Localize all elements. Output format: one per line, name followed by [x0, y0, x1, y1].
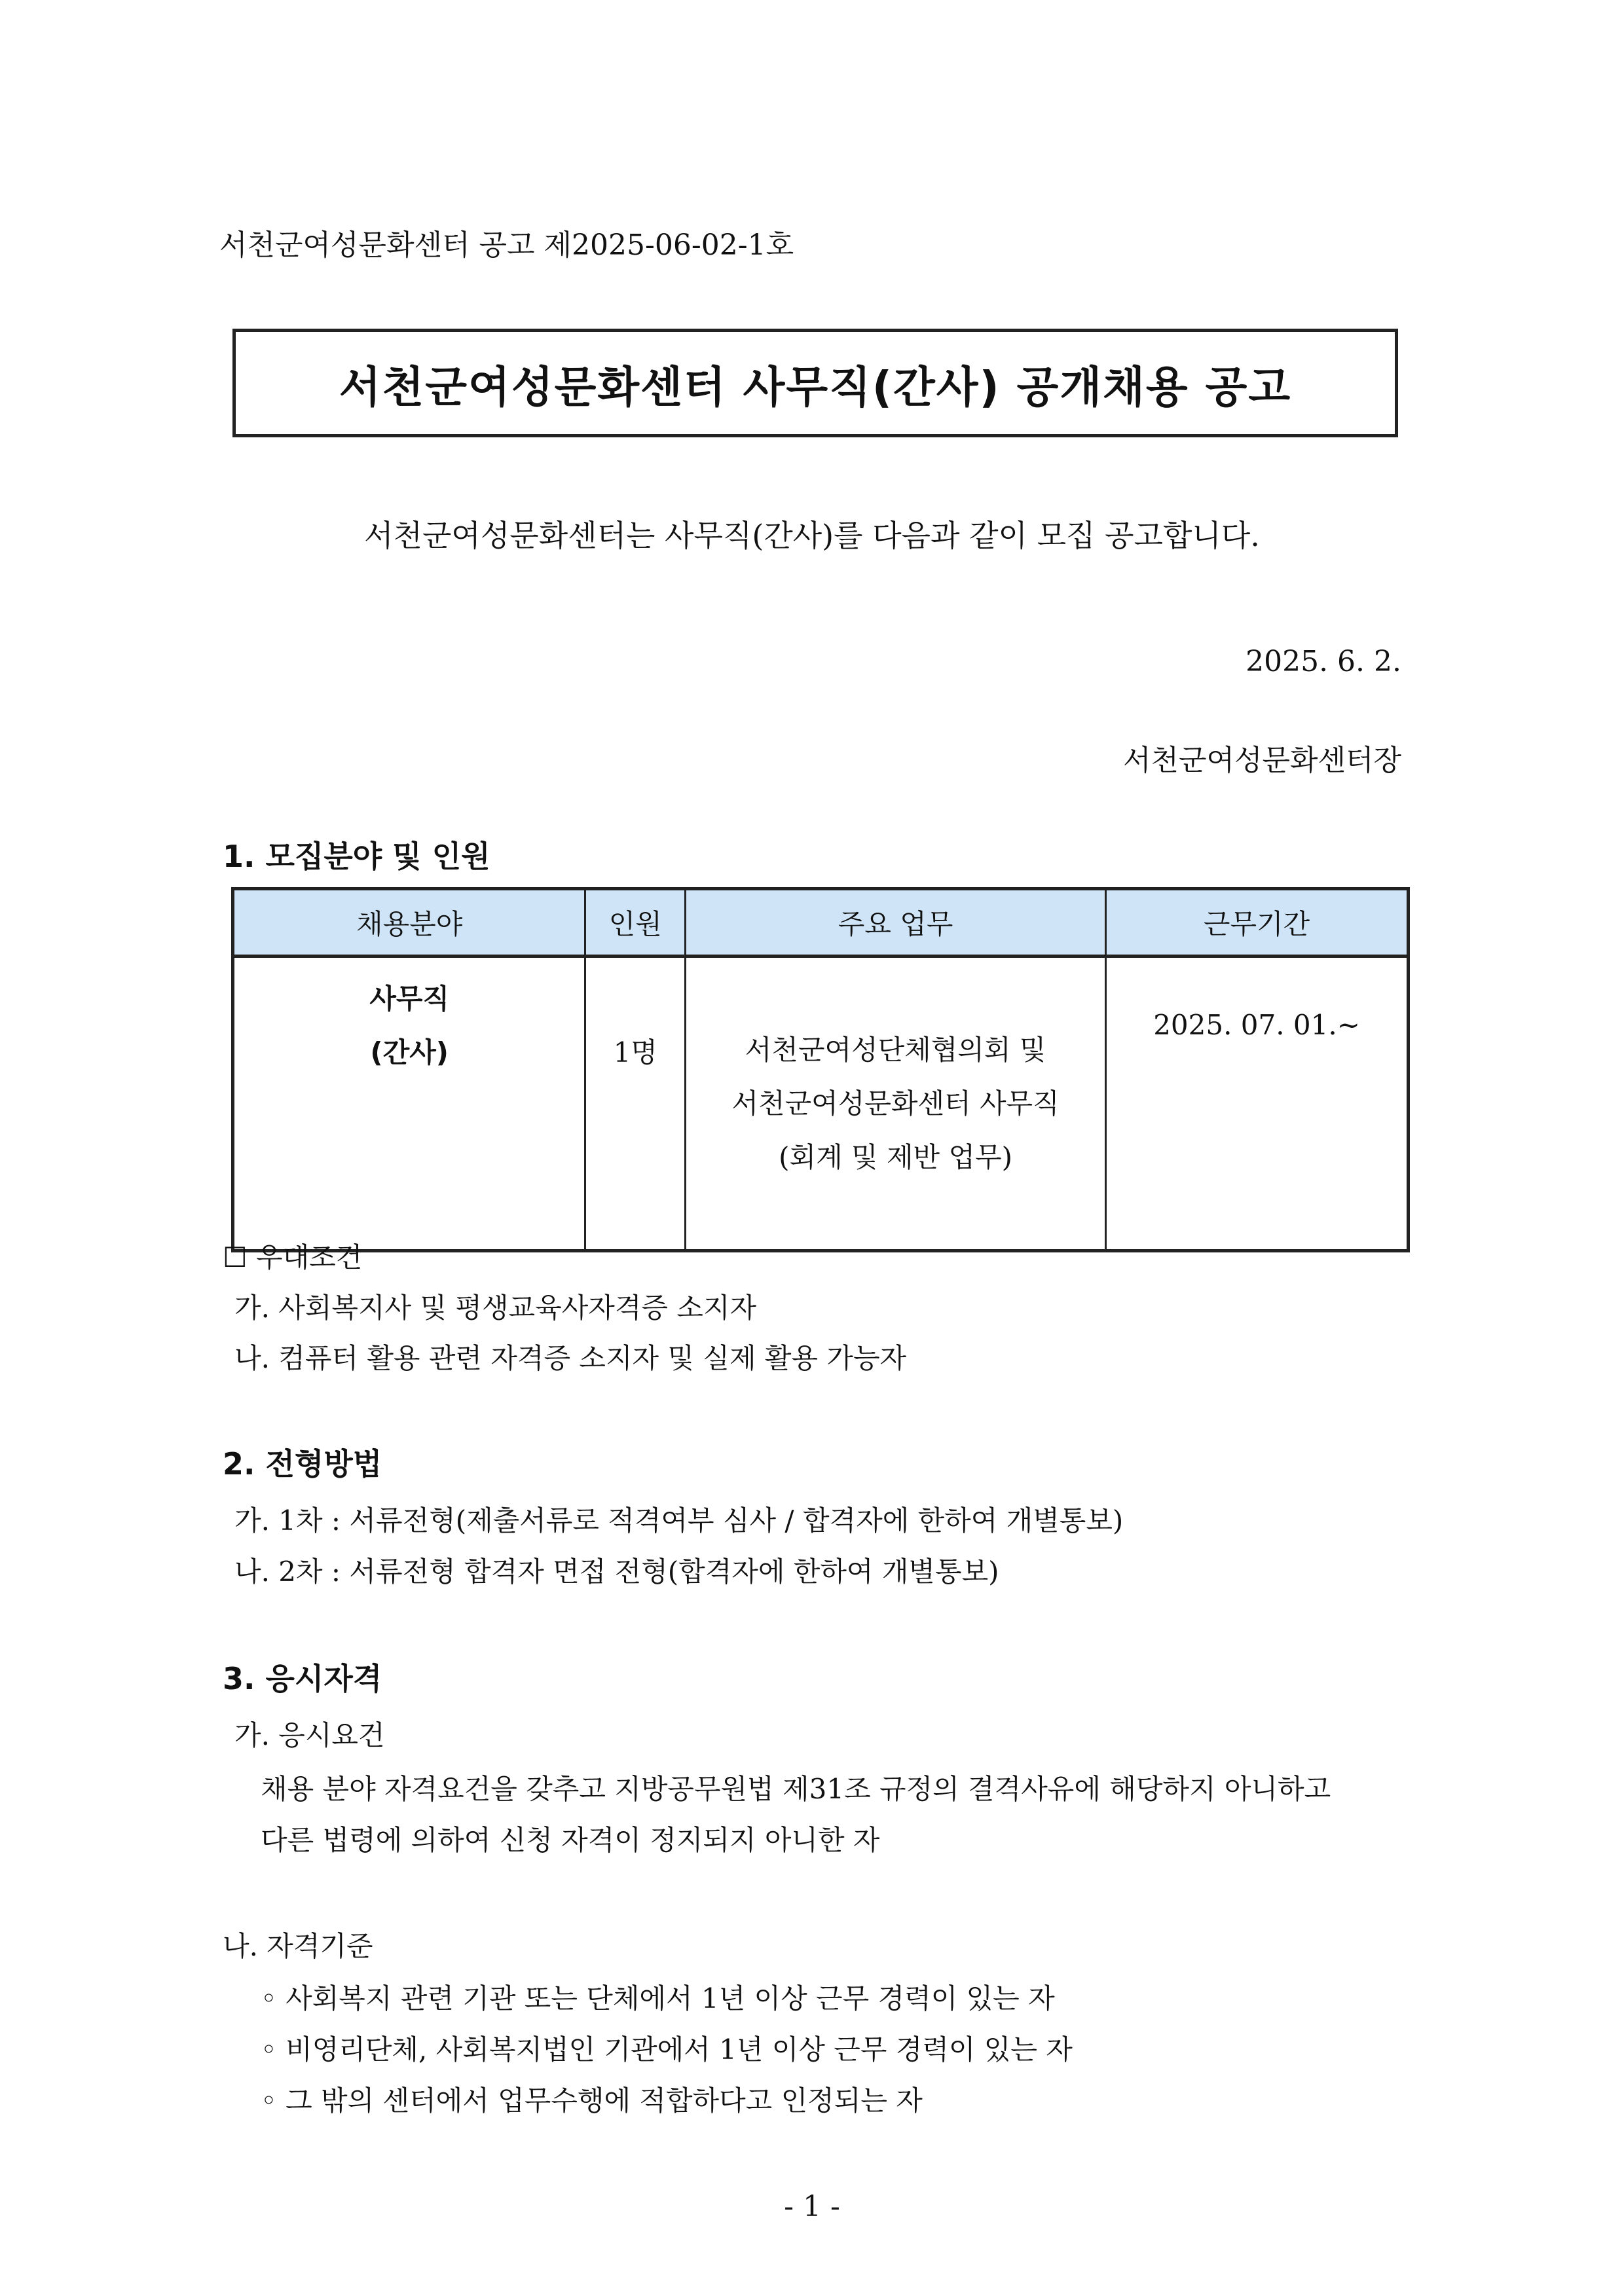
- preference-item: 가. 사회복지사 및 평생교육사자격증 소지자: [234, 1292, 757, 1324]
- col-header-field: 채용분야: [233, 889, 585, 957]
- section1-heading: 1. 모집분야 및 인원: [223, 839, 490, 874]
- cell-period: 2025. 07. 01.~: [1106, 957, 1409, 1251]
- recruit-table: [231, 887, 1410, 1252]
- criteria-item: ◦ 비영리단체, 사회복지법인 기관에서 1년 이상 근무 경력이 있는 자: [261, 2033, 1073, 2066]
- table-header-row: [233, 889, 1409, 957]
- requirement-line: 다른 법령에 의하여 신청 자격이 정지되지 아니한 자: [261, 1824, 880, 1856]
- cell-duty: [686, 957, 1106, 1251]
- duty-line3: (회계 및 제반 업무): [779, 1140, 1012, 1173]
- criteria-heading: 나. 자격기준: [223, 1930, 373, 1962]
- duty-line2: 서천군여성문화센터 사무직: [731, 1087, 1060, 1120]
- page-number: - 1 -: [784, 2190, 840, 2223]
- title-box: [232, 329, 1398, 437]
- col-header-period: 근무기간: [1106, 889, 1409, 957]
- criteria-item: ◦ 그 밖의 센터에서 업무수행에 적합하다고 인정되는 자: [261, 2085, 923, 2117]
- notice-date: 2025. 6. 2.: [1246, 645, 1401, 678]
- field-line1: 사무직: [369, 983, 450, 1015]
- section2-heading: 2. 전형방법: [223, 1446, 382, 1482]
- cell-field: [233, 957, 585, 1251]
- issuer: 서천군여성문화센터장: [1122, 744, 1401, 777]
- cell-count: 1명: [585, 957, 686, 1251]
- criteria-item: ◦ 사회복지 관련 기관 또는 단체에서 1년 이상 근무 경력이 있는 자: [261, 1982, 1055, 2014]
- col-header-duty: 주요 업무: [686, 889, 1106, 957]
- preference-heading: ☐ 우대조건: [223, 1241, 363, 1273]
- notice-number: 서천군여성문화센터 공고 제2025-06-02-1호: [219, 228, 794, 262]
- table-row: [233, 957, 1409, 1251]
- requirement-line: 채용 분야 자격요건을 갖추고 지방공무원법 제31조 규정의 결격사유에 해당하지 아니하고: [261, 1773, 1331, 1805]
- col-header-count: 인원: [585, 889, 686, 957]
- selection-item: 가. 1차 : 서류전형(제출서류로 적격여부 심사 / 합격자에 한하여 개별통보): [234, 1504, 1124, 1537]
- field-line2: (간사): [370, 1036, 449, 1068]
- requirement-heading: 가. 응시요건: [234, 1719, 385, 1751]
- selection-item: 나. 2차 : 서류전형 합격자 면접 전형(합격자에 한하여 개별통보): [234, 1556, 999, 1588]
- intro-text: 서천군여성문화센터는 사무직(간사)를 다음과 같이 모집 공고합니다.: [364, 518, 1260, 553]
- duty-line1: 서천군여성단체협의회 및: [745, 1033, 1046, 1066]
- page-title: 서천군여성문화센터 사무직(간사) 공개채용 공고: [339, 361, 1292, 412]
- section3-heading: 3. 응시자격: [223, 1661, 382, 1696]
- preference-item: 나. 컴퓨터 활용 관련 자격증 소지자 및 실제 활용 가능자: [234, 1342, 907, 1374]
